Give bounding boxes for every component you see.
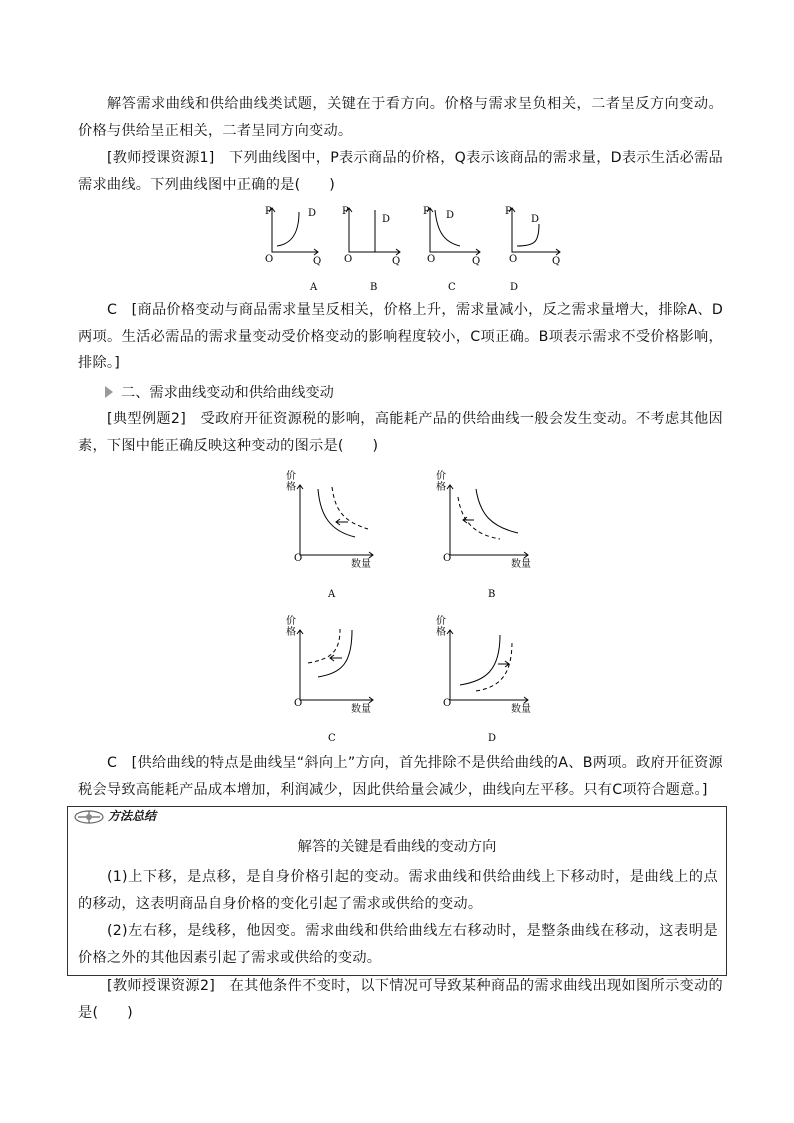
graph-a-d-label: D xyxy=(308,208,317,219)
ex2-c-option: C xyxy=(328,733,336,744)
resource1-question: [教师授课资源1] 下列曲线图中，P表示商品的价格，Q表示该商品的需求量，D表示生活必需品需求曲线。下列曲线图中正确的是( ) xyxy=(78,150,723,193)
svg-text:格: 格 xyxy=(436,627,446,638)
ex2-b-origin: O xyxy=(443,553,452,564)
graph-b-q-label: Q xyxy=(392,256,401,267)
method-summary-point-2: (2)左右移，是线移，他因变。需求曲线和供给曲线左右移动时，是整条曲线在移动，这表明是价格之外的其他因素引起了需求或供给的变动。 xyxy=(78,923,718,966)
ex2-d-x-label: 数量 xyxy=(511,704,531,715)
ex2-a-x-label: 数量 xyxy=(351,559,371,570)
example2-figure xyxy=(280,465,560,745)
ex2-c-solid-curve xyxy=(318,630,352,677)
ex2-d-arrows xyxy=(447,630,528,703)
resource1-figure xyxy=(255,200,575,300)
ex2-a-option: A xyxy=(328,589,336,600)
ex2-a-solid-curve xyxy=(318,489,355,537)
graph-a xyxy=(265,206,321,293)
graph-b-arrows xyxy=(346,208,400,255)
ex2-a-arrows xyxy=(297,485,373,558)
graph-d-q-label: Q xyxy=(552,256,561,267)
graph-a-p-label: P xyxy=(265,206,272,217)
method-summary-heading: 解答的关键是看曲线的变动方向 xyxy=(297,839,497,855)
example2-answer: C [供给曲线的特点是曲线呈“斜向上”方向，首先排除不是供给曲线的A、B两项。政府开征资源税会导致高能耗产品成本增加，利润减少，因此供给量会减少，曲线向左平移。只有C项符合题意。] xyxy=(78,755,723,798)
graph-d-p-label: P xyxy=(505,206,512,217)
ex2-a-shift-arrow-icon xyxy=(336,519,348,525)
example2-question: [典型例题2] 受政府开征资源税的影响，高能耗产品的供给曲线一般会发生变动。不考虑其他因素，下图中能正确反映这种变动的图示是( ) xyxy=(78,411,723,454)
ex2-b-option: B xyxy=(488,589,496,600)
graph-c-origin: O xyxy=(427,254,436,265)
graph-c-p-label: P xyxy=(423,206,430,217)
ex2-d-solid-curve xyxy=(460,635,500,685)
graph-b xyxy=(342,206,400,293)
ex2-b-arrows xyxy=(447,485,528,558)
graph-b-p-label: P xyxy=(342,206,349,217)
graph-a-q-label: Q xyxy=(313,256,322,267)
graph-c-q-label: Q xyxy=(472,256,481,267)
section-title: 二、需求曲线变动和供给曲线变动 xyxy=(121,385,334,401)
graph-c-option: C xyxy=(448,282,456,293)
ex2-graph-b xyxy=(436,469,531,600)
graph-a-origin: O xyxy=(265,254,274,265)
svg-text:价: 价 xyxy=(286,616,296,627)
ex2-graph-a xyxy=(286,469,373,600)
graph-c-d-label: D xyxy=(446,210,455,221)
ex2-b-axes xyxy=(450,485,528,555)
method-summary-point-1: (1)上下移，是点移，是自身价格引起的变动。需求曲线和供给曲线上下移动时，是曲线上的点的移动，这表明商品自身价格的变化引起了需求或供给的变动。 xyxy=(78,869,718,912)
intro-paragraph: 解答需求曲线和供给曲线类试题，关键在于看方向。价格与需求呈负相关，二者呈反方向变动。价格与供给呈正相关，二者呈同方向变动。 xyxy=(78,96,723,139)
svg-text:格: 格 xyxy=(436,482,446,493)
ex2-a-axes xyxy=(300,485,373,555)
resource2-question: [教师授课资源2] 在其他条件不变时，以下情况可导致某种商品的需求曲线出现如图所示变动的是( ) xyxy=(78,978,723,1021)
ex2-b-x-label: 数量 xyxy=(511,559,531,570)
ex2-d-origin: O xyxy=(443,698,452,709)
ex2-d-shift-arrow-icon xyxy=(498,661,509,667)
svg-text:价: 价 xyxy=(436,471,446,482)
graph-d-d-label: D xyxy=(531,214,540,225)
method-summary-label: 方法总结 xyxy=(108,809,157,823)
triangle-bullet-icon xyxy=(105,386,113,398)
graph-d-option: D xyxy=(510,282,519,293)
ex2-d-option: D xyxy=(488,733,497,744)
graph-d-curve xyxy=(517,224,539,246)
method-summary-icon xyxy=(72,808,106,826)
svg-text:格: 格 xyxy=(286,482,296,493)
graph-c-axes xyxy=(430,208,480,252)
graph-c xyxy=(423,206,480,293)
ex2-c-shift-arrow-icon xyxy=(330,655,342,661)
ex2-c-x-label: 数量 xyxy=(351,704,371,715)
ex2-graph-c xyxy=(286,614,373,744)
ex2-d-axes xyxy=(450,630,528,700)
graph-b-origin: O xyxy=(344,254,353,265)
ex2-b-solid-curve xyxy=(476,489,518,533)
svg-text:价: 价 xyxy=(436,616,446,627)
section-heading xyxy=(105,382,334,402)
ex2-a-y-label: 价 xyxy=(286,471,296,482)
ex2-c-origin: O xyxy=(294,698,303,709)
graph-a-option: A xyxy=(310,282,318,293)
graph-b-option: B xyxy=(370,282,378,293)
resource1-answer: C [商品价格变动与商品需求量呈反相关，价格上升，需求量减小，反之需求量增大，排除A、D两项。生活必需品的需求量变动受价格变动的影响程度较小，C项正确。B项表示需求不受价格影响，排除。] xyxy=(78,302,723,371)
ex2-graph-d xyxy=(436,614,531,744)
ex2-b-dashed-curve xyxy=(458,497,500,539)
ex2-c-arrows xyxy=(297,630,373,703)
svg-text:格: 格 xyxy=(286,627,296,638)
ex2-a-origin: O xyxy=(294,553,303,564)
graph-d-origin: O xyxy=(509,254,518,265)
graph-b-d-label: D xyxy=(382,214,391,225)
graph-a-curve xyxy=(277,212,299,246)
graph-d xyxy=(505,206,560,293)
ex2-c-axes xyxy=(300,630,373,700)
